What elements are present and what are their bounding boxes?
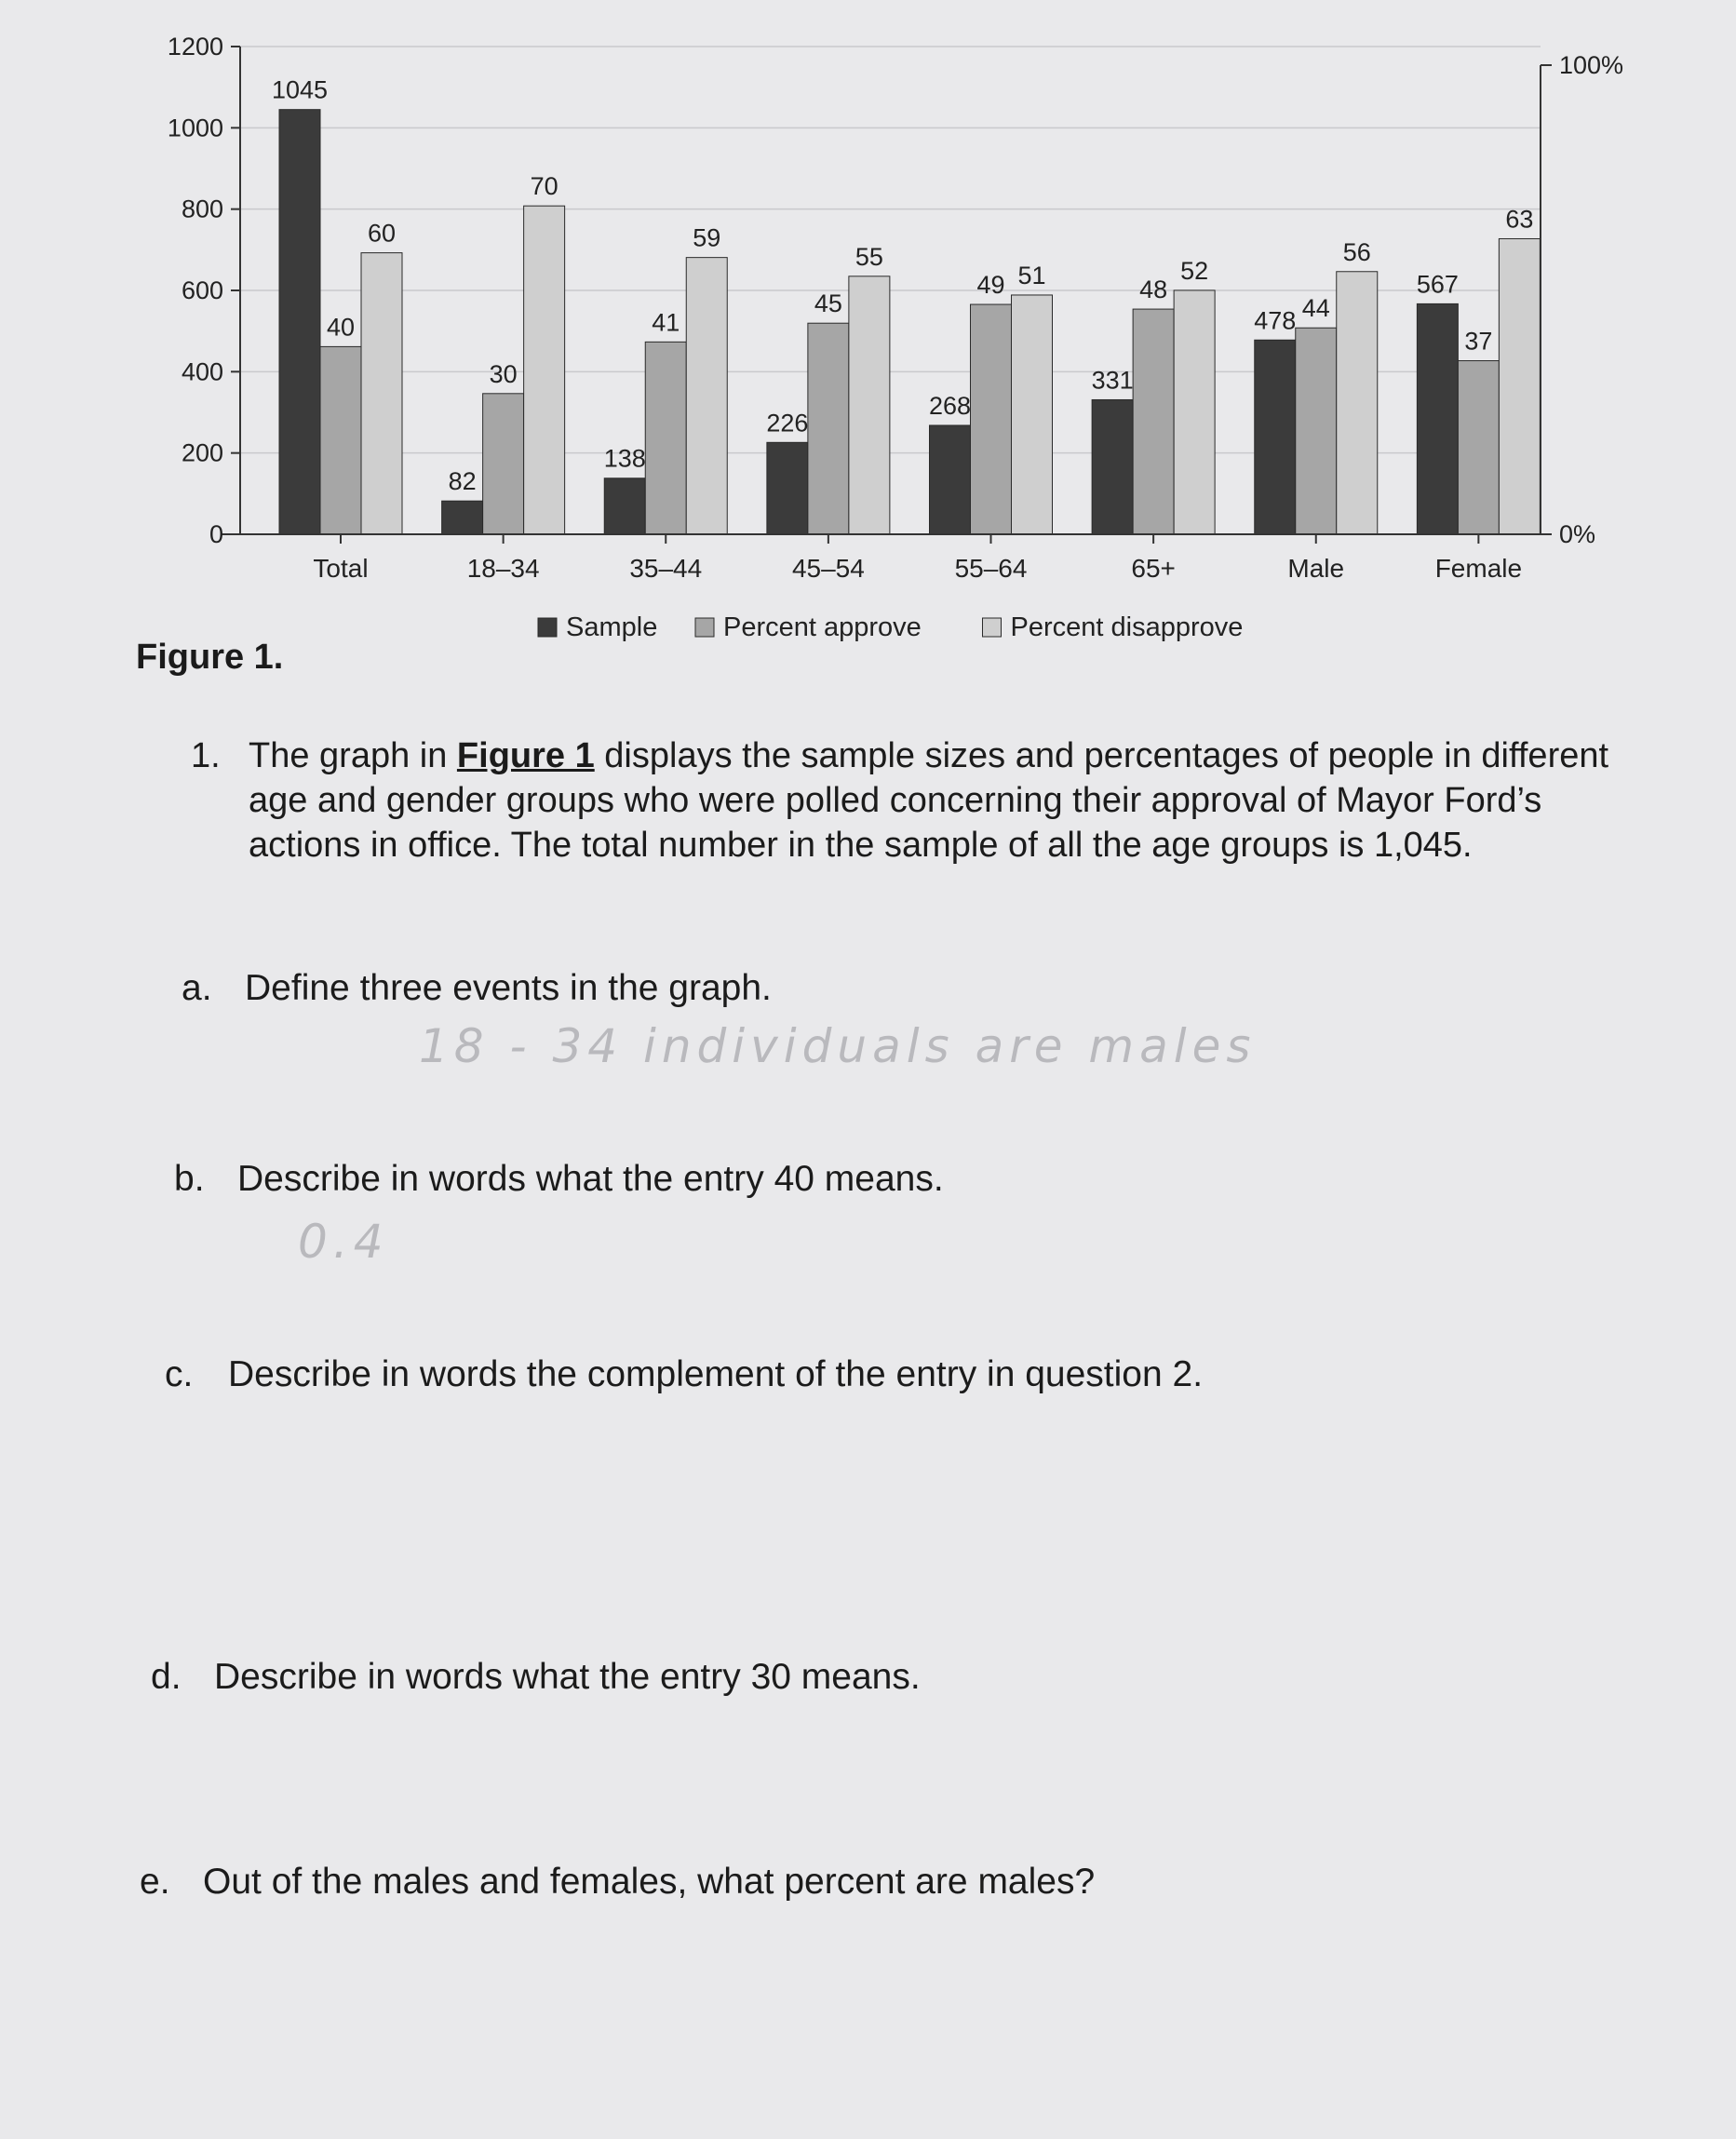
left-axis-tick-label: 800 (181, 195, 223, 223)
data-label: 331 (1091, 366, 1134, 395)
subquestion-b: b. Describe in words what the entry 40 means. (174, 1159, 944, 1199)
subquestion-d: d. Describe in words what the entry 30 means. (151, 1657, 921, 1697)
data-label: 44 (1301, 294, 1330, 323)
category-label: 55–64 (954, 554, 1028, 583)
bar-0-4 (930, 425, 971, 534)
question-number: 1. (191, 736, 221, 775)
data-label: 45 (814, 289, 842, 318)
category-label: Male (1287, 554, 1345, 583)
subquestion-a: a. Define three events in the graph. (182, 968, 772, 1008)
handwritten-answer-a: 18 - 34 individuals are males (419, 1019, 1257, 1073)
bar-2-1 (524, 206, 565, 534)
legend-entry: Sample (566, 612, 658, 642)
left-axis-tick-label: 1200 (167, 33, 223, 61)
bar-0-7 (1417, 303, 1458, 534)
chart-legend (538, 612, 1243, 642)
data-label: 478 (1254, 306, 1297, 335)
bar-1-5 (1133, 309, 1174, 534)
figure-reference: Figure 1 (456, 736, 595, 775)
category-label: 65+ (1131, 554, 1176, 583)
bar-1-0 (320, 346, 361, 534)
data-label: 70 (530, 172, 558, 201)
bar-2-3 (849, 276, 890, 534)
bar-1-6 (1296, 328, 1337, 534)
bar-2-0 (361, 253, 402, 534)
left-axis-tick-label: 600 (181, 276, 223, 304)
subquestion-c: c. Describe in words the complement of the entry in question 2. (165, 1354, 1204, 1394)
right-axis-tick-label: 0% (1559, 520, 1596, 548)
left-axis-tick-label: 0 (209, 520, 223, 548)
data-label: 63 (1505, 205, 1534, 234)
left-axis-tick-label: 200 (181, 438, 223, 467)
legend-swatch (538, 618, 557, 637)
category-label: 45–54 (791, 554, 865, 583)
data-label: 226 (766, 409, 809, 437)
question-1 (191, 733, 1624, 868)
category-label: Total (313, 554, 369, 583)
legend-entry: Percent approve (723, 612, 922, 642)
bar-0-0 (279, 110, 320, 534)
data-label: 82 (448, 467, 477, 496)
category-label: 18–34 (466, 554, 540, 583)
data-label: 51 (1017, 261, 1046, 289)
bar-2-5 (1174, 290, 1215, 534)
data-label: 49 (976, 271, 1005, 300)
data-label: 37 (1464, 327, 1493, 356)
data-label: 52 (1180, 256, 1209, 285)
left-axis-tick-label: 400 (181, 357, 223, 386)
category-label: Female (1434, 554, 1523, 583)
subquestion-e: e. Out of the males and females, what percent are males? (140, 1862, 1096, 1902)
bar-0-2 (604, 478, 645, 534)
data-label: 30 (489, 359, 518, 388)
bar-2-2 (686, 258, 727, 534)
data-label: 60 (367, 219, 397, 248)
data-label: 55 (855, 242, 883, 271)
bar-1-1 (483, 394, 524, 534)
data-label: 567 (1416, 270, 1459, 299)
bar-2-6 (1337, 272, 1378, 534)
data-label: 1045 (271, 75, 329, 104)
bar-1-4 (971, 304, 1012, 534)
figure-label: Figure 1. (136, 638, 284, 677)
legend-swatch (983, 618, 1002, 637)
data-label: 56 (1342, 237, 1371, 266)
handwritten-answer-b: 0.4 (298, 1215, 389, 1269)
data-label: 59 (693, 223, 721, 252)
data-label: 268 (928, 391, 972, 420)
legend-swatch (695, 618, 714, 637)
bar-0-3 (767, 442, 808, 534)
data-label: 41 (652, 308, 680, 337)
data-label: 138 (603, 444, 646, 473)
bar-0-1 (442, 501, 483, 534)
bar-2-7 (1499, 238, 1540, 534)
bar-0-6 (1255, 340, 1296, 534)
bar-2-4 (1012, 295, 1053, 534)
left-axis-tick-label: 1000 (167, 114, 223, 142)
question-text: The graph in Figure 1 displays the sample sizes and percentages of people in different age and gender groups who were polled concerning their approval of Mayor Ford’s actions in office. The total number in the sample of all the age groups is 1,045. (249, 736, 1609, 865)
legend-entry: Percent disapprove (1010, 612, 1244, 642)
bar-1-2 (645, 342, 686, 534)
bar-1-7 (1458, 361, 1499, 534)
bar-0-5 (1092, 399, 1133, 534)
bar-1-3 (808, 323, 849, 534)
data-label: 48 (1139, 276, 1168, 304)
data-label: 40 (326, 313, 356, 342)
category-label: 35–44 (629, 554, 703, 583)
right-axis-tick-label: 100% (1559, 51, 1624, 79)
bar-chart (0, 0, 1736, 670)
